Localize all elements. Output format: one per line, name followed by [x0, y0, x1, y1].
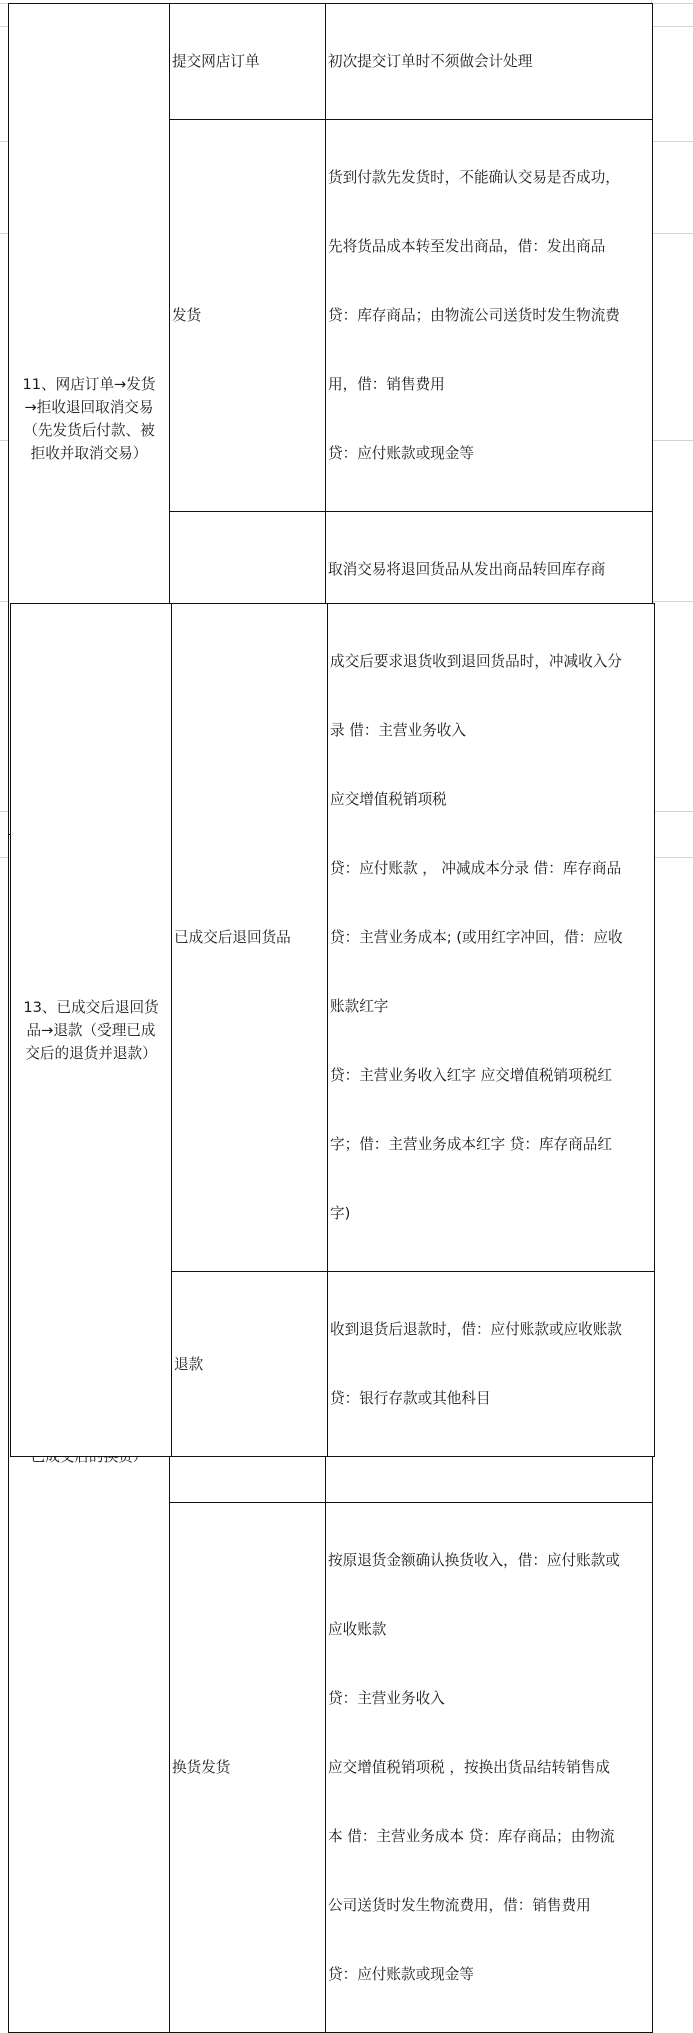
entry-text: 公司送货时发生物流费用，借：销售费用 — [328, 1897, 591, 1914]
entry-text: 先将货品成本转至发出商品，借：发出商品 — [328, 238, 606, 255]
scenario-cell-13 — [11, 604, 172, 1457]
entry-text: 应收账款 — [328, 1621, 387, 1638]
step-cell-submit-order: 提交网店订单 — [170, 4, 326, 120]
accounting-table-refund — [10, 603, 655, 1457]
entry-text: 账款红字 — [330, 998, 389, 1015]
step-cell-returned-goods-refund: 已成交后退回货品 — [172, 604, 328, 1272]
entry-text: 贷：主营业务成本; (或用红字冲回，借：应收 — [330, 929, 623, 946]
scenario-text: （先发货后付款、被 — [23, 422, 155, 439]
scenario-text: 11、网店订单→发货 — [22, 376, 156, 393]
scenario-text: 拒收并取消交易） — [30, 445, 148, 462]
entry-text: 贷：库存商品；由物流公司送货时发生物流费 — [328, 307, 620, 324]
entry-text: 收到退货后退款时，借：应付账款或应收账款 — [330, 1321, 622, 1338]
entry-text: 字) — [330, 1205, 351, 1222]
scenario-text: 13、已成交后退回货 — [23, 998, 159, 1016]
scenario-text: →拒收退回取消交易 — [24, 399, 154, 416]
entry-text: 贷：主营业务收入 — [328, 1690, 445, 1707]
step-cell-exchange-ship: 换货发货 — [170, 1503, 326, 2033]
entry-cell-returned-goods-refund — [328, 604, 655, 1272]
scenario-text: 交后的退货并退款） — [25, 1044, 157, 1062]
entry-text: 贷：主营业务收入红字 应交增值税销项税红 — [330, 1067, 612, 1084]
entry-text: 贷：银行存款或其他科目 — [330, 1390, 491, 1407]
entry-text: 本 借：主营业务成本 贷：库存商品；由物流 — [328, 1828, 615, 1845]
entry-text: 录 借：主营业务收入 — [330, 722, 466, 739]
entry-text: 成交后要求退货收到退回货品时，冲减收入分 — [330, 653, 622, 670]
entry-text: 贷：应付账款 ， 冲减成本分录 借：库存商品 — [330, 860, 622, 877]
entry-cell-ship — [326, 120, 653, 512]
entry-text: 初次提交订单时不须做会计处理 — [328, 53, 533, 70]
entry-text: 应交增值税销项税 — [330, 791, 447, 808]
entry-text: 应交增值税销项税 ，按换出货品结转销售成 — [328, 1759, 610, 1776]
entry-text: 贷：应付账款或现金等 — [328, 445, 474, 462]
table-row — [9, 4, 653, 120]
entry-text: 货到付款先发货时，不能确认交易是否成功， — [328, 169, 620, 186]
step-cell-ship: 发货 — [170, 120, 326, 512]
entry-text: 用，借：销售费用 — [328, 376, 445, 393]
entry-text: 贷：应付账款或现金等 — [328, 1966, 474, 1983]
table-row — [11, 604, 655, 1272]
step-cell-refund: 退款 — [172, 1272, 328, 1457]
scenario-text: 品→退款（受理已成 — [26, 1021, 156, 1039]
entry-cell-refund — [328, 1272, 655, 1457]
entry-text: 取消交易将退回货品从发出商品转回库存商 — [328, 561, 606, 578]
entry-text: 字；借：主营业务成本红字 贷：库存商品红 — [330, 1136, 612, 1153]
entry-text: 按原退货金额确认换货收入，借：应付账款或 — [328, 1552, 620, 1569]
entry-cell-exchange-ship — [326, 1503, 653, 2033]
entry-cell-submit-order — [326, 4, 653, 120]
